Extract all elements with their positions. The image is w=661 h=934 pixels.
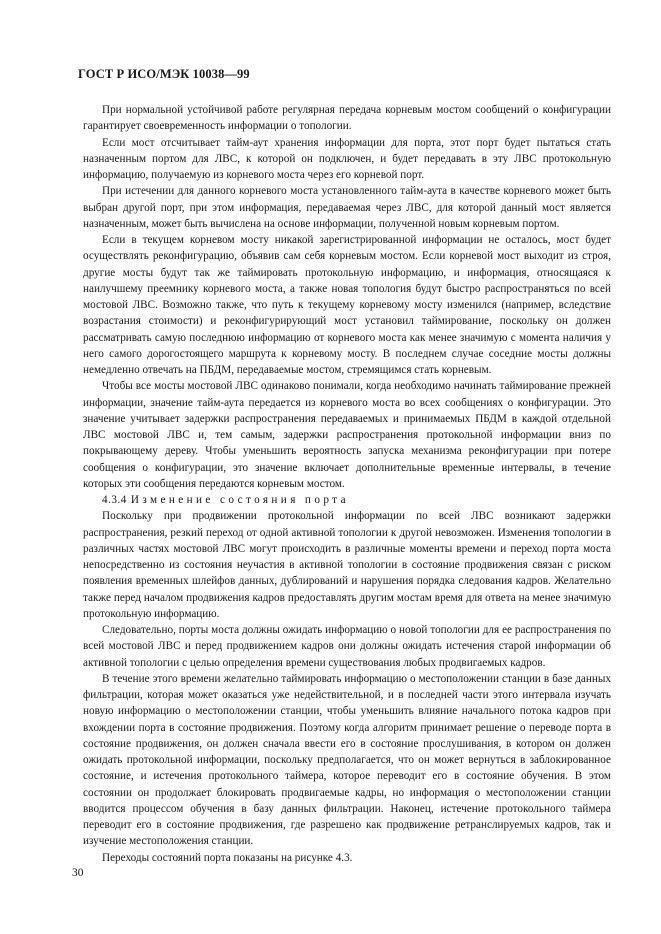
section-title: Изменение состояния порта — [130, 494, 349, 506]
page-number: 30 — [72, 867, 84, 879]
paragraph: В течение этого времени желательно таймировать информацию о местоположении станции в базе данных фильтрации, которая может оказаться уже недействительной, и в последней части этого интервала изучать новую информацию о местоположении станции, чтобы уменьшить влияние начального потока кадров при вхождении порта в состояние продвижения. Поэтому когда алгоритм принимает решение о переводе порта в состояние продвижения, он должен сначала ввести его в состояние прослушивания, в котором он должен ожидать протокольной информации, поскольку предполагается, что он может вернуться в заблокированное состояние, и истечения протокольного таймера, которое переводит его в состояние обучения. В этом состоянии он продолжает блокировать продвигаемые кадры, но информация о местоположении станции вводится процессом обучения в базу данных фильтрации. Наконец, истечение протокольного таймера переводит его в состояние продвижения, где разрешено как продвижение ретранслируемых кадров, так и изучение местоположения станции. — [83, 672, 611, 848]
paragraph: Поскольку при продвижении протокольной информации по всей ЛВС возникают задержки распространения, резкий переход от одной активной топологии к другой невозможен. Изменения топологии в различных частях мостовой ЛВС могут происходить в различные моменты времени и переход порта моста непосредственно из состояния неучастия в активной топологии в состояние продвижения связан с риском появления временных шлейфов данных, дублирований и нарушения порядка следования кадров. Желательно также перед началом продвижения кадров предоставлять другим мостам время для ответа на менее значимую протокольную информацию. — [83, 510, 611, 620]
body-text — [83, 102, 611, 866]
paragraph: Если в текущем корневом мосту никакой зарегистрированной информации не осталось, мост будет осуществлять реконфигурацию, объявив сам себя корневым мостом. Если корневой мост выходит из строя, другие мосты будут так же таймировать протокольную информацию, и информация, относящаяся к наилучшему преемнику корневого моста, а также новая топология будут быстро распространяться по всей мостовой ЛВС. Возможно также, что путь к текущему корневому мосту изменился (например, вследствие возрастания стоимости) и реконфигурирующий мост установил таймирование, поскольку он должен рассматривать самую последнюю информацию от корневого моста как менее значимую с момента наличия у него самого дорогостоящего маршрута к корневому мосту. В последнем случае соседние мосты должны немедленно отвечать на ПБДМ, передаваемые мостом, стремящимся стать корневым. — [83, 234, 611, 376]
paragraph: Следовательно, порты моста должны ожидать информацию о новой топологии для ее распространения по всей мостовой ЛВС и перед продвижением кадров они должны ожидать истечения старой информации об активной топологии с целью определения времени существования любых продвигаемых кадров. — [83, 624, 611, 669]
paragraph: При нормальной устойчивой работе регулярная передача корневым мостом сообщений о конфигурации гарантирует своевременность информации о топологии. — [83, 104, 611, 133]
paragraph: При истечении для данного корневого моста установленного тайм-аута в качестве корневого может быть выбран другой порт, при этом информация, передаваемая через ЛВС, для которой данный мост является назначенным, может быть вычислена на основе информации, полученной новым корневым портом. — [83, 185, 611, 230]
section-number: 4.3.4 — [102, 494, 127, 506]
section-heading — [83, 492, 611, 508]
paragraph: Переходы состояний порта показаны на рисунке 4.3. — [102, 851, 353, 864]
paragraph: Если мост отсчитывает тайм-аут хранения информации для порта, этот порт будет пытаться стать назначенным портом для ЛВС, к которой он подключен, и будет передавать в эту ЛВС протокольную информацию, получаемую из корневого моста через его корневой порт. — [83, 136, 611, 181]
paragraph: Чтобы все мосты мостовой ЛВС одинаково понимали, когда необходимо начинать таймирование прежней информации, значение тайм-аута передается из корневого моста во всех сообщениях о конфигурации. Это значение учитывает задержки распространения передаваемых и принимаемых ПБДМ в каждой отдельной ЛВС мостовой ЛВС и, тем самым, задержки распространения протокольной информации вниз по покрывающему дереву. Чтобы уменьшить вероятность запуска механизма реконфигурации при потере сообщения о конфигурации, это значение включает дополнительные временные интервалы, в течение которых эти сообщения передаются корневым мостом. — [83, 380, 611, 490]
document-header: ГОСТ Р ИСО/МЭК 10038—99 — [78, 67, 250, 81]
